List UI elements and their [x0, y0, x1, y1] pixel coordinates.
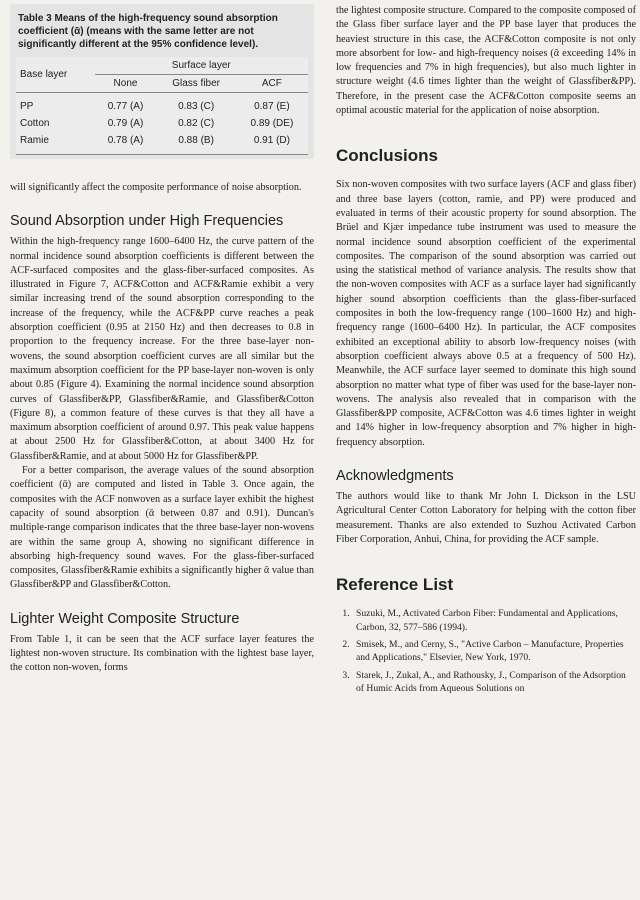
reference-item: 1. Suzuki, M., Activated Carbon Fiber: Fundamental and Applications, Carbon, 32, 577–586 (1994).: [352, 607, 636, 634]
table-cell: 0.91 (D): [236, 132, 308, 155]
table-cell: 0.79 (A): [107, 118, 144, 129]
table-cell: 0.89 (DE): [250, 118, 294, 129]
section-heading-acknowledgments: Acknowledgments: [336, 468, 454, 485]
table-row: [16, 132, 308, 155]
table-row: [16, 93, 308, 116]
table-caption-text: Means of the high-frequency sound absorption coefficient (ᾱ) (means with the same letter are not significantly different at the 95% confidence level).: [18, 13, 278, 50]
left-column: [10, 0, 314, 676]
paragraph: Six non-woven composites with two surface layers (ACF and glass fiber) and three base layers (cotton, ramie, and PP) were produced and evaluated in terms of their acoustic property for sound absorption. The Brüel and Kjær impedance tube instrument was used to measure the normal incidence sound absorption coefficient of the experimental composites. The comparison of the sound absorption was carried out using the statistical method of variance analysis. The results show that the non-woven composites with ACF as a surface layer had significantly higher sound absorption coefficients than the glass-fiber-surfaced composites in both the low-frequency range (100–1600 Hz) and high-frequency range (1600–6400 Hz). In particular, the ACF composites exhibited an exceptional ability to absorb low-frequency noises (with absorption coefficient always above 0.5 at a frequency of 500 Hz). Meanwhile, the ACF surface layer seemed to dominate this high sound absorption no matter what type of fiber was used for the base-layer non-wovens. The analysis also revealed that in comparison with the Glassfiber&PP composite, ACF&Cotton was 4.6 times lighter in weight and 14% higher in low-frequency absorption and 7% higher in high-frequency absorption.: [336, 179, 636, 448]
row-label: Cotton: [20, 118, 50, 129]
paragraph: For a better comparison, the average values of the sound absorption coefficient (ᾱ) are computed and listed in Table 3. Once again, the composites with the ACF nonwoven as a surface layer exhibit the highest capacity of sound absorption (ᾱ between 0.87 and 0.91). Duncan's multiple-range comparison indicates that the three base-layer non-wovens are within the same group A, showing no significant difference in absorbing high-frequency sound waves. For the glass-fiber-surfaced composites, Glassfiber&Ramie exhibits a significantly higher ᾱ value than Glassfiber&PP and Glassfiber&Cotton.: [10, 465, 314, 591]
table-3: [10, 4, 314, 159]
table-cell: 0.82 (C): [178, 118, 215, 129]
table-caption-number: Table 3: [18, 13, 52, 24]
paragraph: Within the high-frequency range 1600–6400 Hz, the curve pattern of the normal incidence sound absorption coefficients is different between the ACF-surfaced composites and the glass-fiber-surfaced composites. As illustrated in Figure 7, ACF&Cotton and ACF&Ramie exhibit a very similar increasing trend of the sound absorption corresponding to the increase of the frequency, while the ACF&PP curve reaches a peak absorption coefficient (0.95 at 2150 Hz) and then decreases to 0.8 in proportion to the frequency increase. For the three base-layer non-wovens, the sound absorption coefficient curves are all similar but the maximum absorption coefficient for the PP base-layer non-woven is only about 0.85 (Figure 4). Examining the normal incidence sound absorption curves of Glassfiber&PP, Glassfiber&Ramie, and Glassfiber&Cotton (Figure 8), a common feature of these curves is that they all have a maximum absorption coefficient of around 0.97. This peak value happens at about 2500 Hz for Glassfiber&Cotton, at about 3400 Hz for Glassfiber&Ramie, and at about 5000 Hz for Glassfiber&PP.: [10, 236, 314, 462]
section-heading-conclusions: Conclusions: [336, 146, 439, 166]
table-cell: 0.78 (A): [95, 132, 157, 155]
section-heading-high-frequencies: Sound Absorption under High Frequencies: [10, 213, 284, 230]
reference-item: 3. Starek, J., Zukal, A., and Rathousky, J., Comparison of the Adsorption of Humic Acids from Aqueous Solutions on: [352, 669, 636, 696]
reference-list: [336, 607, 636, 695]
base-layer-header: Base layer: [16, 57, 95, 93]
table-cell: 0.88 (B): [156, 132, 235, 155]
column-header: Glass fiber: [156, 75, 235, 93]
row-label: Ramie: [16, 132, 95, 155]
paragraph: the lightest composite structure. Compared to the composite composed of the Glass fiber surface layer and the PP base layer that produces the heaviest structure in this case, the ACF&Cotton composite is not only more absorbent for low- and high-frequency noises (ᾱ exceeding 14% in low frequencies and 7% in high frequencies), but also much lighter in structure weight (4.6 times lighter than the weight of Glassfiber&PP). Therefore, in the present case the ACF&Cotton composite seems an optimal acoustic material for the application of noise absorption.: [336, 5, 636, 117]
surface-layer-header: Surface layer: [95, 57, 308, 75]
table-cell: 0.83 (C): [178, 101, 215, 112]
paragraph: The authors would like to thank Mr John I. Dickson in the LSU Agricultural Center Cotton Laboratory for helping with the cotton fiber measurement. Thanks are also extended to Suzhou Activated Carbon Fiber Corporation, Anhui, China, for providing the ACF sample.: [336, 491, 636, 545]
section-heading-reference-list: Reference List: [336, 575, 454, 595]
reference-item: 2. Smisek, M., and Cerny, S., "Active Carbon – Manufacture, Properties and Applications," Elsevier, New York, 1970.: [352, 638, 636, 665]
table-cell: 0.87 (E): [254, 101, 290, 112]
table-3-grid: [16, 57, 308, 155]
intro-continuation: will significantly affect the composite performance of noise absorption.: [10, 182, 302, 193]
column-header: ACF: [236, 75, 308, 93]
paragraph: From Table 1, it can be seen that the ACF surface layer features the lightest non-woven structure. Its combination with the lightest base layer, the cotton non-woven, forms: [10, 633, 314, 674]
section-heading-lighter-weight: Lighter Weight Composite Structure: [10, 610, 240, 627]
row-label: PP: [20, 101, 34, 112]
column-header: None: [95, 75, 157, 93]
table-cell: 0.77 (A): [107, 101, 144, 112]
table-row: [16, 115, 308, 132]
right-column: [336, 0, 636, 700]
table-caption: [18, 12, 306, 51]
